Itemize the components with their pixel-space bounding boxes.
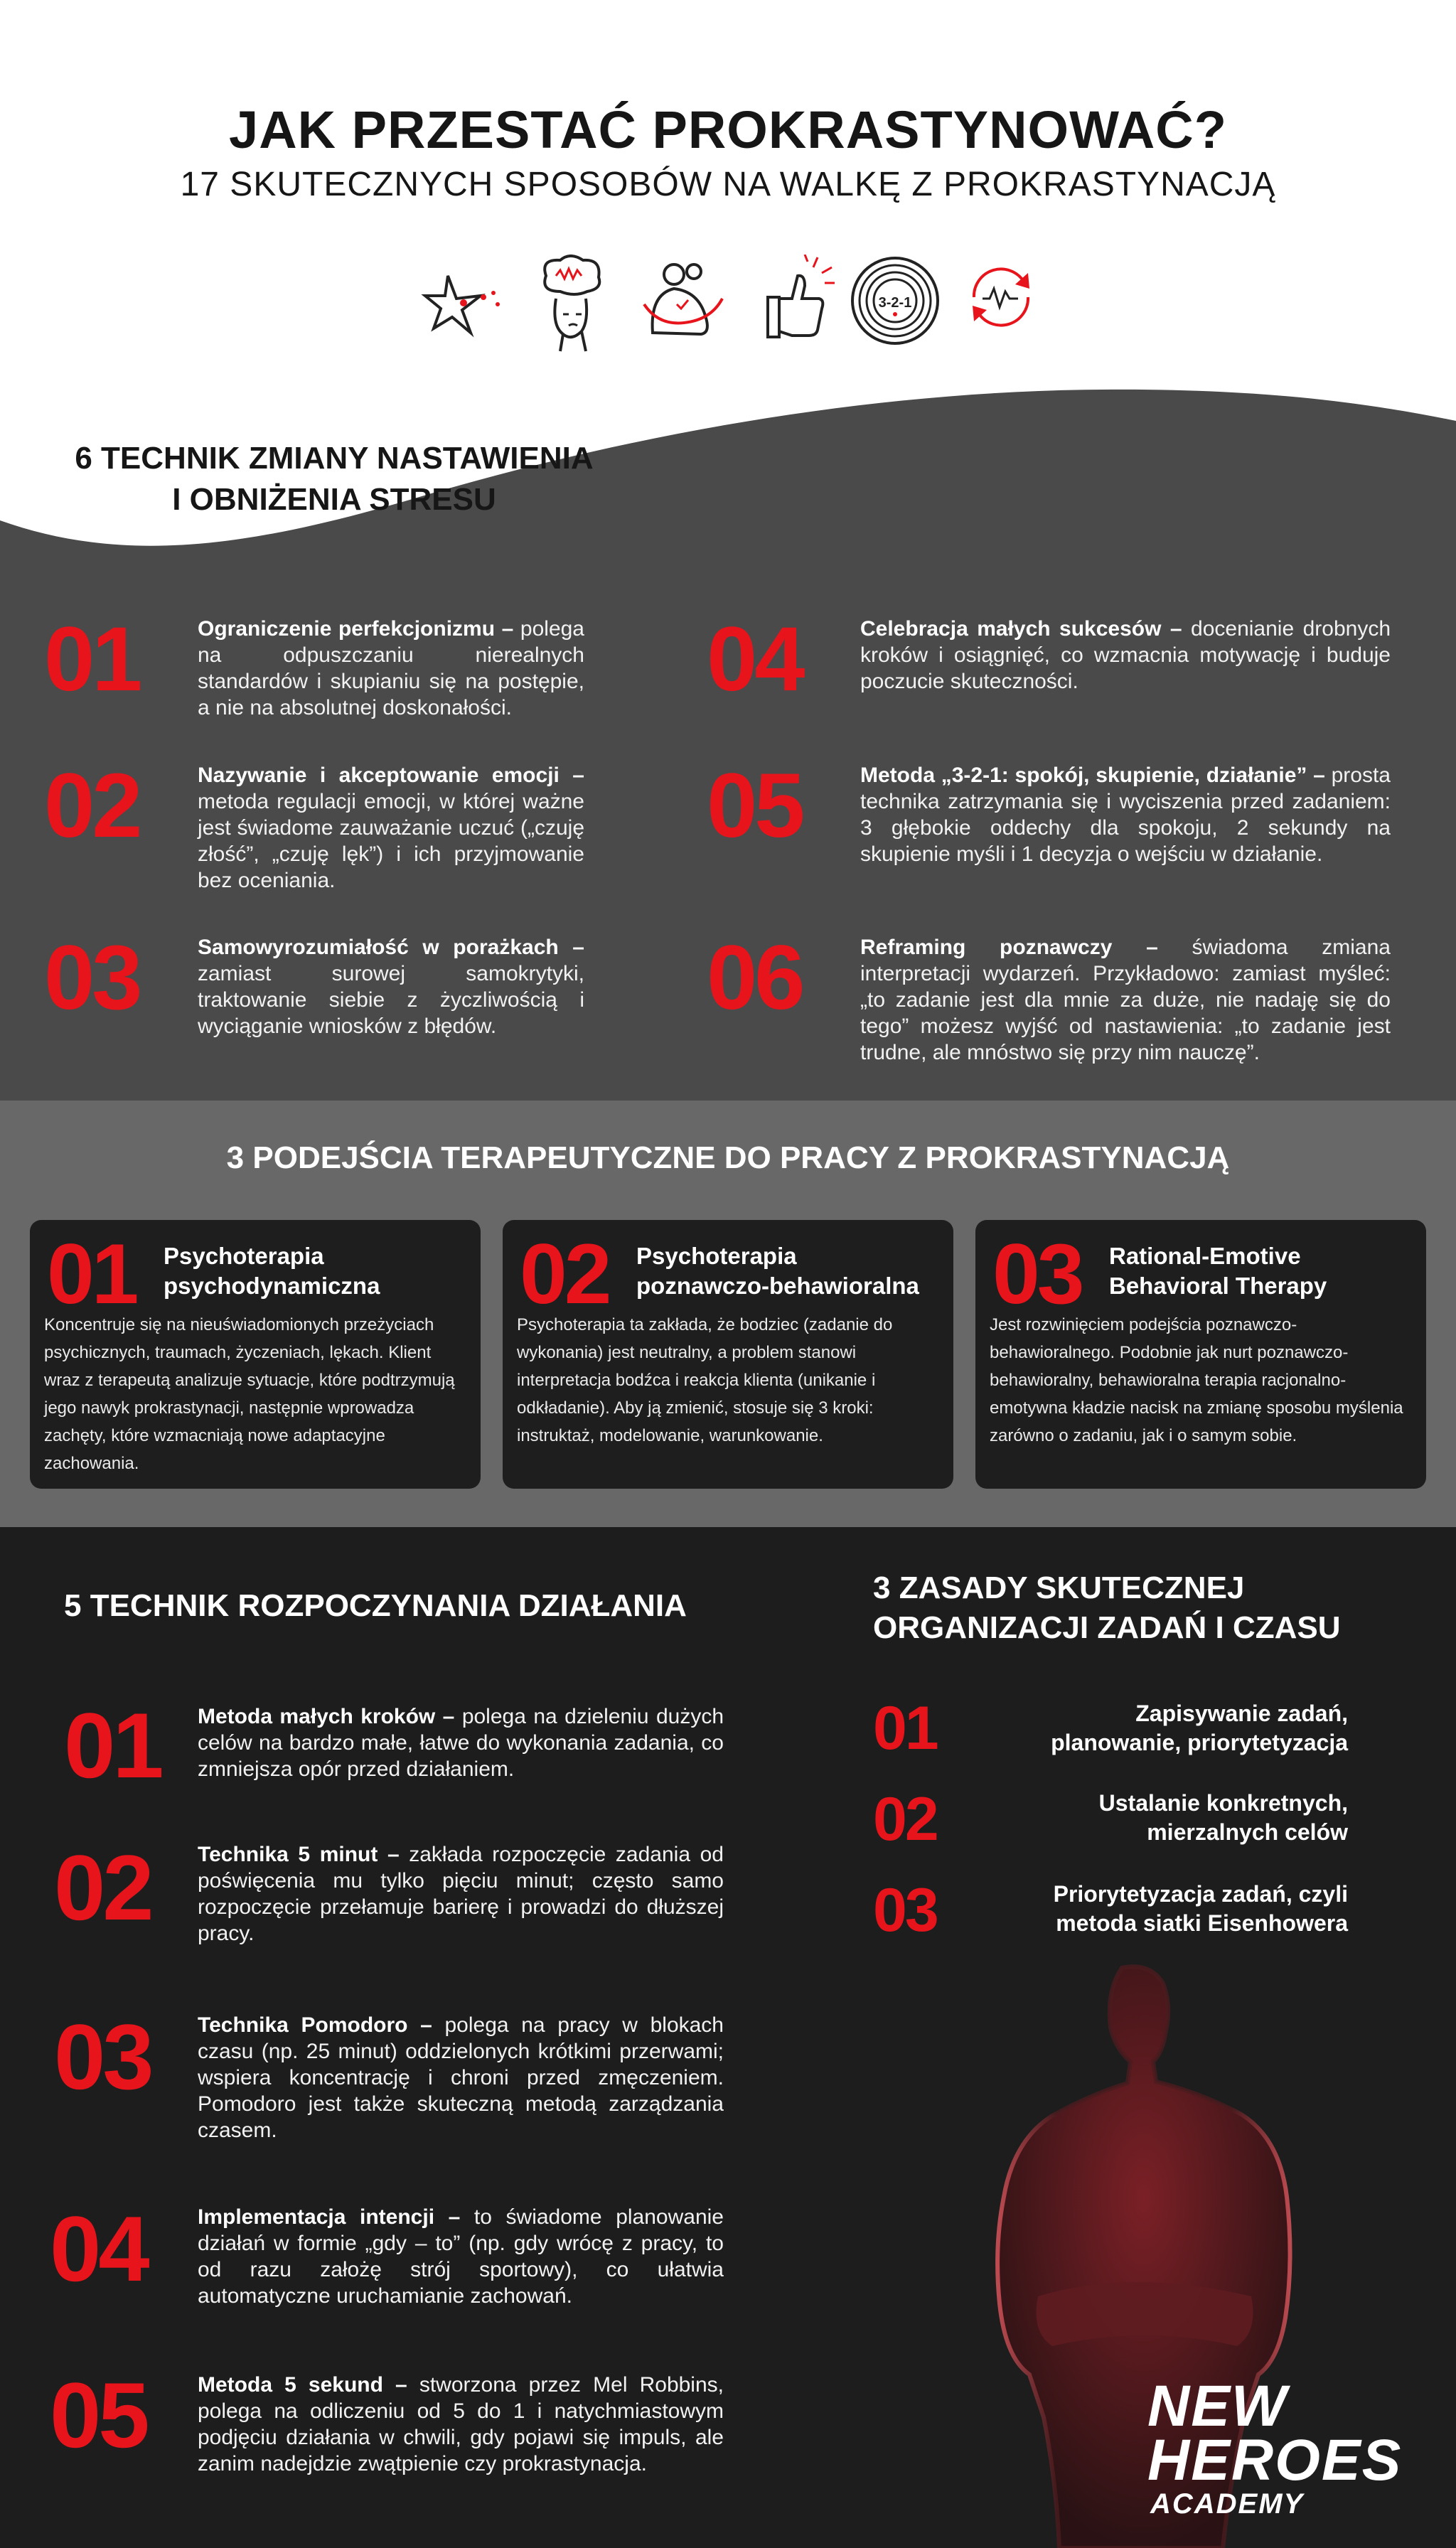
rule-text: Zapisywanie zadań, planowanie, priorytetyzacja (1051, 1701, 1348, 1755)
rule-number: 02 (873, 1785, 937, 1853)
section3-title: 5 TECHNIK ROZPOCZYNANIA DZIAŁANIA (64, 1588, 687, 1623)
rule-number: 01 (873, 1694, 937, 1762)
therapy-card-number: 03 (992, 1226, 1082, 1322)
section1-item-number: 01 (44, 609, 140, 710)
section1-item-number: 05 (707, 755, 803, 857)
section3-item-text: Implementacja intencji – to świadome planowanie działań w formie „gdy – to” (np. gdy wrócę z pracy, to od razu założę strój sportowy), co ułatwia automatyczne uruchamianie zachowań. (198, 2205, 724, 2308)
section3-item-number: 04 (50, 2197, 147, 2301)
therapy-card (503, 1220, 953, 1489)
section4-title: 3 ZASADY SKUTECZNEJ ORGANIZACJI ZADAŃ I CZASU (873, 1570, 1341, 1645)
cycle-arrows-icon (958, 255, 1044, 340)
logo-line: HEROES (1147, 2428, 1403, 2493)
section3-item-number: 03 (54, 2005, 151, 2109)
section3-item-text: Technika 5 minut – zakłada rozpoczęcie zadania od poświęcenia mu tylko pięciu minut; często samo rozpoczęcie przełamuje barierę i prowadzi do dłuższej pracy. (198, 1843, 724, 1945)
countdown-321-icon (849, 255, 941, 347)
new-heroes-academy-logo (1147, 2372, 1446, 2521)
therapy-card-heading: Psychoterapia poznawczo-behawioralna (636, 1243, 919, 1299)
rule-text: Ustalanie konkretnych, mierzalnych celów (1098, 1790, 1348, 1845)
therapy-card-body: Koncentruje się na nieuświadomionych przeżyciach psychicznych, traumach, życzeniach, lękach. Klient wraz z terapeutą analizuje sytuacje, które podtrzymują jego nawyk prokrastynacji, następnie wprowadza zachęty, które wzmacniają nowe adaptacyjne zachowania. (44, 1315, 455, 1473)
section3-item-text: Metoda 5 sekund – stworzona przez Mel Robbins, polega na odliczeniu od 5 do 1 i natychmiastowym podjęciu działania w chwili, gdy pojawi się impuls, ale zanim nadejdzie zwątpienie czy prokrastynacja. (198, 2373, 724, 2475)
section1-item-text: Reframing poznawczy – świadoma zmiana interpretacji wydarzeń. Przykładowo: zamiast myśleć: „to zadanie jest dla mnie za duże, nie nadaję się do tego” możesz wyjść od nastawienia: „to zadanie jest trudne, ale mnóstwo się przy nim nauczę”. (860, 936, 1391, 1064)
section1-item-text: Metoda „3-2-1: spokój, skupienie, działanie” – prosta technika zatrzymania się i wyciszenia przed zadaniem: 3 głębokie oddechy dla spokoju, 2 sekundy na skupienie myśli i 1 decyzja o wejściu w działanie. (860, 764, 1391, 866)
hug-icon (637, 255, 729, 340)
section3-item-number: 01 (64, 1693, 161, 1797)
stressed-head-icon (532, 255, 610, 354)
section1-item-text: Celebracja małych sukcesów – docenianie drobnych kroków i osiągnięć, co wzmacnia motywację i buduje poczucie skuteczności. (860, 617, 1391, 693)
section1-title: 6 TECHNIK ZMIANY NASTAWIENIA I OBNIŻENIA STRESU (75, 441, 594, 517)
therapy-card-heading: Psychoterapia psychodynamiczna (164, 1243, 380, 1299)
section2-title: 3 PODEJŚCIA TERAPEUTYCZNE DO PRACY Z PROKRASTYNACJĄ (226, 1140, 1230, 1175)
icon-row (0, 255, 1456, 354)
section1-item-number: 06 (707, 927, 803, 1029)
therapy-card-body: Jest rozwinięciem podejścia poznawczo-behawioralnego. Podobnie jak nurt poznawczo-behawioralny, behawioralna terapia racjonalno-emotywna kładzie nacisk na zmianę sposobu myślenia zarówno o zadaniu, jak i o samym sobie. (990, 1315, 1403, 1445)
therapy-card-number: 02 (520, 1226, 609, 1322)
section3-item-number: 02 (54, 1836, 151, 1939)
therapy-card-heading: Rational-Emotive Behavioral Therapy (1109, 1243, 1327, 1299)
star-burst-icon (419, 255, 512, 347)
section1-item-number: 03 (44, 927, 140, 1029)
therapy-card-body: Psychoterapia ta zakłada, że bodziec (zadanie do wykonania) jest neutralny, a problem stanowi interpretacja bodźca i reakcja klienta (unikanie i odkładanie). Aby ją zmienić, stosuje się 3 kroki: instruktaż, modelowanie, warunkowanie. (517, 1315, 893, 1445)
logo-line: NEW (1147, 2374, 1288, 2439)
section3-item-text: Metoda małych kroków – polega na dzieleniu dużych celów na bardzo małe, łatwe do wykonania zadania, co zmniejsza opór przed działaniem. (198, 1705, 724, 1781)
section1-item-number: 04 (707, 609, 803, 710)
therapy-card-number: 01 (47, 1226, 136, 1322)
section3-item-number: 05 (50, 2363, 147, 2467)
page-title: JAK PRZESTAĆ PROKRASTYNOWAĆ? (229, 100, 1227, 159)
logo-line: ACADEMY (1150, 2488, 1305, 2520)
page-subtitle: 17 SKUTECZNYCH SPOSOBÓW NA WALKĘ Z PROKRASTYNACJĄ (180, 166, 1276, 203)
section1-item-text: Samowyrozumiałość w porażkach – zamiast surowej samokrytyki, traktowanie siebie z życzliwością i wyciąganie wniosków z błędów. (198, 936, 584, 1038)
rule-text: Priorytetyzacja zadań, czyli metoda siatki Eisenhowera (1053, 1881, 1348, 1936)
section1-item-text: Ograniczenie perfekcjonizmu – polega na odpuszczaniu nierealnych standardów i skupianiu się na postępie, a nie na absolutnej doskonałości. (198, 617, 584, 719)
therapy-card (975, 1220, 1426, 1489)
therapy-card (30, 1220, 481, 1489)
section1-item-number: 02 (44, 755, 140, 857)
thumbs-up-icon (758, 255, 836, 347)
section3-item-text: Technika Pomodoro – polega na pracy w blokach czasu (np. 25 minut) oddzielonych krótkimi przerwami; wspiera koncentrację i chroni przed zmęczeniem. Pomodoro jest także skuteczną metodą zarządzania czasem. (198, 2013, 724, 2142)
rule-number: 03 (873, 1876, 937, 1944)
section1-item-text: Nazywanie i akceptowanie emocji – metoda regulacji emocji, w której ważne jest świadome zauważanie uczuć („czuję złość”, „czuję lęk”) i ich przyjmowanie bez oceniania. (198, 764, 584, 892)
countdown-label: 3-2-1 (878, 295, 912, 311)
